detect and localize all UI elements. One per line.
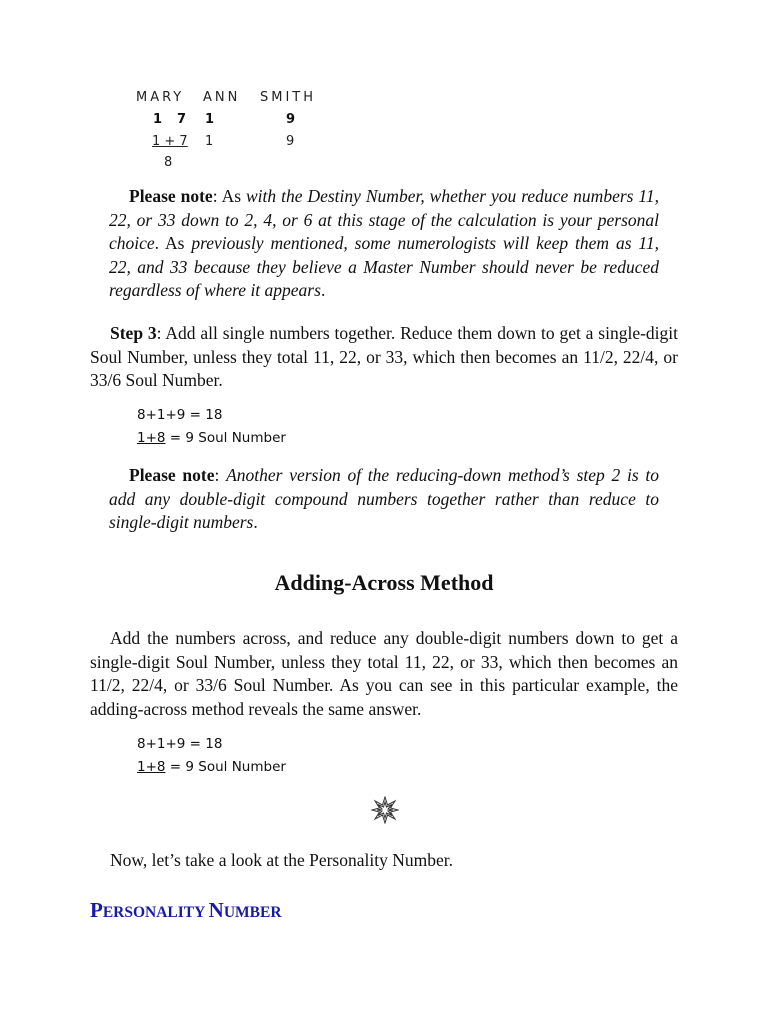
note-reducing-method: Please note: Another version of the reducing-down method’s step 2 is to add any double-digit compound numbers together rather than reduce to single-digit numbers.	[109, 465, 659, 532]
vowel-value-smith: 9	[286, 112, 296, 127]
calculation-2	[137, 733, 286, 779]
reduction-ann: 1	[205, 134, 214, 149]
note-label: Please note	[129, 186, 213, 206]
name-mary: MARY	[136, 90, 185, 105]
note-label: Please note	[129, 465, 215, 485]
vowel-value-a: 1	[153, 112, 163, 127]
reduction-smith: 9	[286, 134, 295, 149]
name-example	[136, 90, 336, 170]
calculation-1	[137, 404, 286, 450]
name-ann: ANN	[203, 90, 241, 105]
calc-line-reduce: 1+8 = 9 Soul Number	[137, 759, 286, 775]
adding-across-paragraph: Add the numbers across, and reduce any double-digit numbers down to get a single-digit Soul Number, unless they total 11, 22, or 33, which then becomes an 11/2, 22/4, or 33/6 Soul Number. As you can see in this particular example, the adding-across method reveals the same answer.	[90, 628, 678, 719]
adding-across-heading: Adding-Across Method	[274, 570, 494, 595]
vowel-value-ann: 1	[205, 112, 215, 127]
personality-number-heading: PERSONALITY NUMBER	[90, 898, 282, 922]
calc-line-sum: 8+1+9 = 18	[137, 407, 223, 423]
calc-line-reduce: 1+8 = 9 Soul Number	[137, 430, 286, 446]
mary-total: 8	[164, 155, 173, 170]
transition-paragraph: Now, let’s take a look at the Personality Number.	[110, 850, 453, 870]
vowel-value-y: 7	[177, 112, 187, 127]
star-ornament-icon	[371, 796, 399, 824]
calc-line-sum: 8+1+9 = 18	[137, 736, 223, 752]
step-3-paragraph: Step 3: Add all single numbers together. Reduce them down to get a single-digit Soul Number, unless they total 11, 22, or 33, which then becomes an 11/2, 22/4, or 33/6 Soul Number.	[90, 323, 679, 390]
reduction-mary: 1 + 7	[152, 134, 188, 149]
step-3-label: Step 3	[110, 323, 157, 343]
note-destiny: Please note: As with the Destiny Number, whether you reduce numbers 11, 22, or 33 down to 2, 4, or 6 at this stage of the calculation is your personal choice. As previously mentioned, some numerologists will keep them as 11, 22, and 33 because they believe a Master Number should never be reduced regardless of where it appears.	[109, 186, 659, 300]
name-smith: SMITH	[260, 90, 317, 105]
